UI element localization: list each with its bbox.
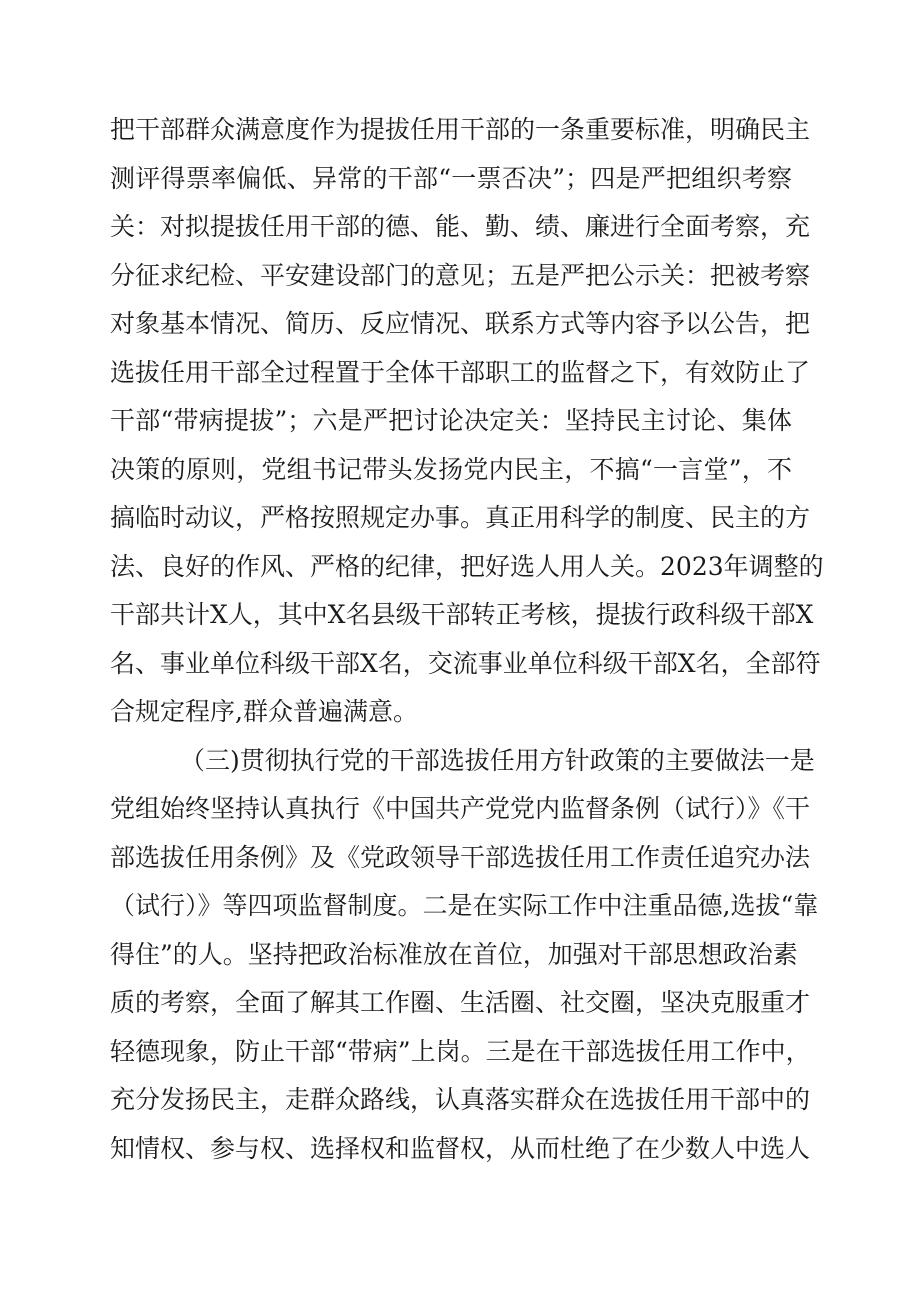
text-line: （试行）》等四项监督制度。二是在实际工作中注重品德,选拔“靠 <box>110 891 819 920</box>
text-line: 干部共计X人，其中X名县级干部转正考核，提拔行政科级干部X <box>110 600 814 629</box>
text-line: 充分发扬民主，走群众路线，认真落实群众在选拔任用干部中的 <box>110 1085 811 1114</box>
text-line: 得住”的人。坚持把政治标准放在首位，加强对干部思想政治素 <box>110 939 798 969</box>
text-line: 合规定程序,群众普遍满意。 <box>110 697 418 726</box>
text-line: 轻德现象，防止干部“带病”上岗。三是在干部选拔任用工作中， <box>110 1036 811 1066</box>
text-line: 搞临时动议，严格按照规定办事。真正用科学的制度、民主的方 <box>110 503 811 532</box>
section-heading-line: （三)贯彻执行党的干部选拔任用方针政策的主要做法一是 <box>180 745 815 775</box>
text-line: 质的考察，全面了解其工作圈、生活圈、社交圈，坚决克服重才 <box>110 988 811 1017</box>
body-text <box>110 106 824 1173</box>
text-line: 把干部群众满意度作为提拔任用干部的一条重要标准，明确民主 <box>110 115 811 144</box>
text-line: 知情权、参与权、选择权和监督权，从而杜绝了在少数人中选人 <box>110 1133 811 1163</box>
text-line: 分征求纪检、平安建设部门的意见；五是严把公示关：把被考察 <box>110 260 811 290</box>
text-line: 名、事业单位科级干部X名，交流事业单位科级干部X名，全部符 <box>110 648 821 678</box>
text-line: 关：对拟提拔任用干部的德、能、勤、绩、廉进行全面考察，充 <box>110 212 811 241</box>
text-line: 干部“带病提拔”；六是严把讨论决定关：坚持民主讨论、集体 <box>110 406 792 435</box>
text-line: 测评得票率偏低、异常的干部“一票否决”；四是严把组织考察 <box>110 163 792 193</box>
paragraph-2 <box>110 737 819 1174</box>
text-line: 党组始终坚持认真执行《中国共产党党内监督条例（试行）》《干 <box>110 794 811 823</box>
text-line: 选拔任用干部全过程置于全体干部职工的监督之下，有效防止了 <box>110 357 811 387</box>
text-line: 对象基本情况、简历、反应情况、联系方式等内容予以公告，把 <box>110 309 811 338</box>
text-line: 决策的原则，党组书记带头发扬党内民主，不搞“一言堂”，不 <box>110 454 792 484</box>
text-line: 法、良好的作风、严格的纪律，把好选人用人关。2023年调整的 <box>110 551 824 581</box>
paragraph-1 <box>110 106 824 737</box>
text-line: 部选拔任用条例》及《党政领导干部选拔任用工作责任追究办法 <box>110 842 811 872</box>
